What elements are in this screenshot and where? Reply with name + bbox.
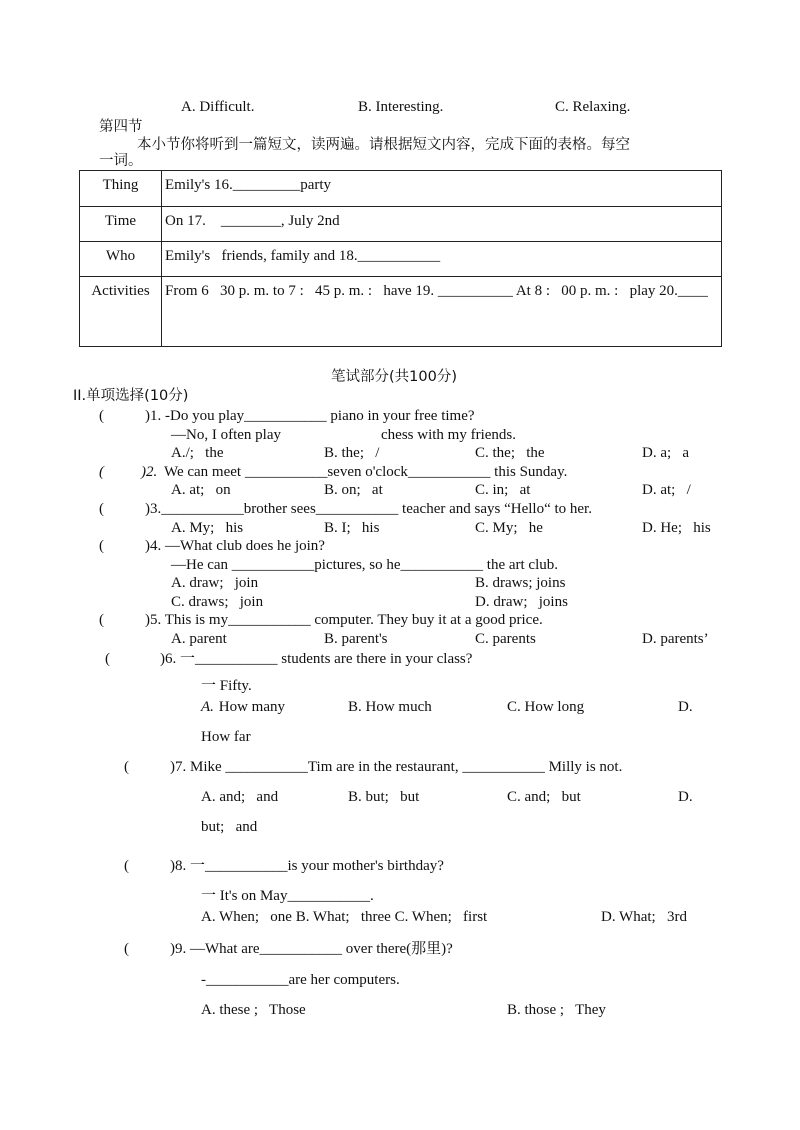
q4-option-d: D. draw; joins <box>475 594 568 610</box>
q4-paren: ( <box>99 538 104 554</box>
q2-stem: We can meet ___________seven o'clock___________ this Sunday. <box>164 464 568 480</box>
q5-stem: )5. This is my___________ computer. They buy it at a good price. <box>145 612 543 628</box>
q9-option-a: A. these ; Those <box>201 1002 306 1018</box>
q5-option-a: A. parent <box>171 631 227 647</box>
q2-number: )2. <box>141 464 158 480</box>
table-value-activities: From 6 30 p. m. to 7 : 45 p. m. : have 19. __________ At 8 : 00 p. m. : play 20.____ <box>162 277 722 347</box>
q9-option-b: B. those ; They <box>507 1002 606 1018</box>
q7-stem: )7. Mike ___________Tim are in the restaurant, ___________ Milly is not. <box>170 759 623 775</box>
q5-option-d: D. parents’ <box>642 631 709 647</box>
q2-option-a: A. at; on <box>171 482 231 498</box>
q8-paren: ( <box>124 858 129 874</box>
section4-instruction-line2: 一词。 <box>99 153 143 169</box>
q6-option-b: B. How much <box>348 699 432 715</box>
table-label-thing: Thing <box>80 171 162 207</box>
q3-paren: ( <box>99 501 104 517</box>
q4-stem: )4. —What club does he join? <box>145 538 325 554</box>
q9-paren: ( <box>124 941 129 957</box>
q4-option-b: B. draws; joins <box>475 575 566 591</box>
written-part-title: 笔试部分(共100分) <box>331 369 457 385</box>
q3-option-d: D. He; his <box>642 520 711 536</box>
q5-option-c: C. parents <box>475 631 536 647</box>
q7-paren: ( <box>124 759 129 775</box>
section4-title: 第四节 <box>99 119 143 135</box>
q6-answer: 一 Fifty. <box>201 678 252 694</box>
q1-option-d: D. a; a <box>642 445 690 461</box>
q6-stem: )6. 一___________ students are there in your class? <box>160 651 473 667</box>
table-label-who: Who <box>80 242 162 277</box>
q5-option-b: B. parent's <box>324 631 388 647</box>
table-value-time: On 17. ________, July 2nd <box>162 207 722 242</box>
table-label-time: Time <box>80 207 162 242</box>
q7-option-d-wrap: but; and <box>201 819 258 835</box>
table-value-who: Emily's friends, family and 18.___________ <box>162 242 722 277</box>
table-value-thing: Emily's 16._________party <box>162 171 722 207</box>
top-option-a: A. Difficult. <box>181 99 255 115</box>
q8-options-abc: A. When; one B. What; three C. When; first <box>201 909 488 925</box>
q3-option-a: A. My; his <box>171 520 244 536</box>
q1-line2b: chess with my friends. <box>381 427 516 443</box>
part2-title: II.单项选择(10分) <box>73 388 189 404</box>
q7-option-c: C. and; but <box>507 789 581 805</box>
q7-option-a: A. and; and <box>201 789 279 805</box>
q7-option-b: B. but; but <box>348 789 420 805</box>
q6-option-d-wrap: How far <box>201 729 251 745</box>
section4-instruction-line1: 本小节你将听到一篇短文，读两遍。请根据短文内容，完成下面的表格。每空 <box>137 137 630 153</box>
q1-option-b: B. the; / <box>324 445 380 461</box>
q6-option-a: How many <box>215 699 285 715</box>
top-option-b: B. Interesting. <box>358 99 444 115</box>
q3-option-c: C. My; he <box>475 520 543 536</box>
q2-option-c: C. in; at <box>475 482 531 498</box>
q6-option-d-letter: D. <box>678 699 693 715</box>
q8-option-d: D. What; 3rd <box>601 909 687 925</box>
table-row <box>80 242 722 277</box>
q2-option-b: B. on; at <box>324 482 383 498</box>
table-row <box>80 277 722 347</box>
q9-stem: )9. —What are___________ over there(那里)? <box>170 941 453 957</box>
q5-paren: ( <box>99 612 104 628</box>
q3-stem: )3.___________brother sees___________ teacher and says “Hello“ to her. <box>145 501 592 517</box>
top-option-c: C. Relaxing. <box>555 99 631 115</box>
q4-option-c: C. draws; join <box>171 594 264 610</box>
q1-paren: ( <box>99 408 104 424</box>
table-row <box>80 171 722 207</box>
q1-option-c: C. the; the <box>475 445 545 461</box>
table-label-activities: Activities <box>80 277 162 347</box>
q4-option-a: A. draw; join <box>171 575 259 591</box>
q1-stem: )1. -Do you play___________ piano in your free time? <box>145 408 475 424</box>
q6-paren: ( <box>105 651 110 667</box>
q6-option-c: C. How long <box>507 699 585 715</box>
q4-line2: —He can ___________pictures, so he___________ the art club. <box>171 557 559 573</box>
table-row <box>80 207 722 242</box>
q9-answer: -___________are her computers. <box>201 972 400 988</box>
q8-answer: 一 It's on May___________. <box>201 888 374 904</box>
q3-option-b: B. I; his <box>324 520 380 536</box>
q2-option-d: D. at; / <box>642 482 691 498</box>
q7-option-d-letter: D. <box>678 789 693 805</box>
q1-option-a: A./; the <box>171 445 224 461</box>
q1-line2a: —No, I often play <box>171 427 281 443</box>
q6-option-a-letter: A. <box>201 699 214 715</box>
q2-paren: ( <box>99 464 104 480</box>
q8-stem: )8. 一___________is your mother's birthday? <box>170 858 444 874</box>
listening-table <box>79 170 722 347</box>
